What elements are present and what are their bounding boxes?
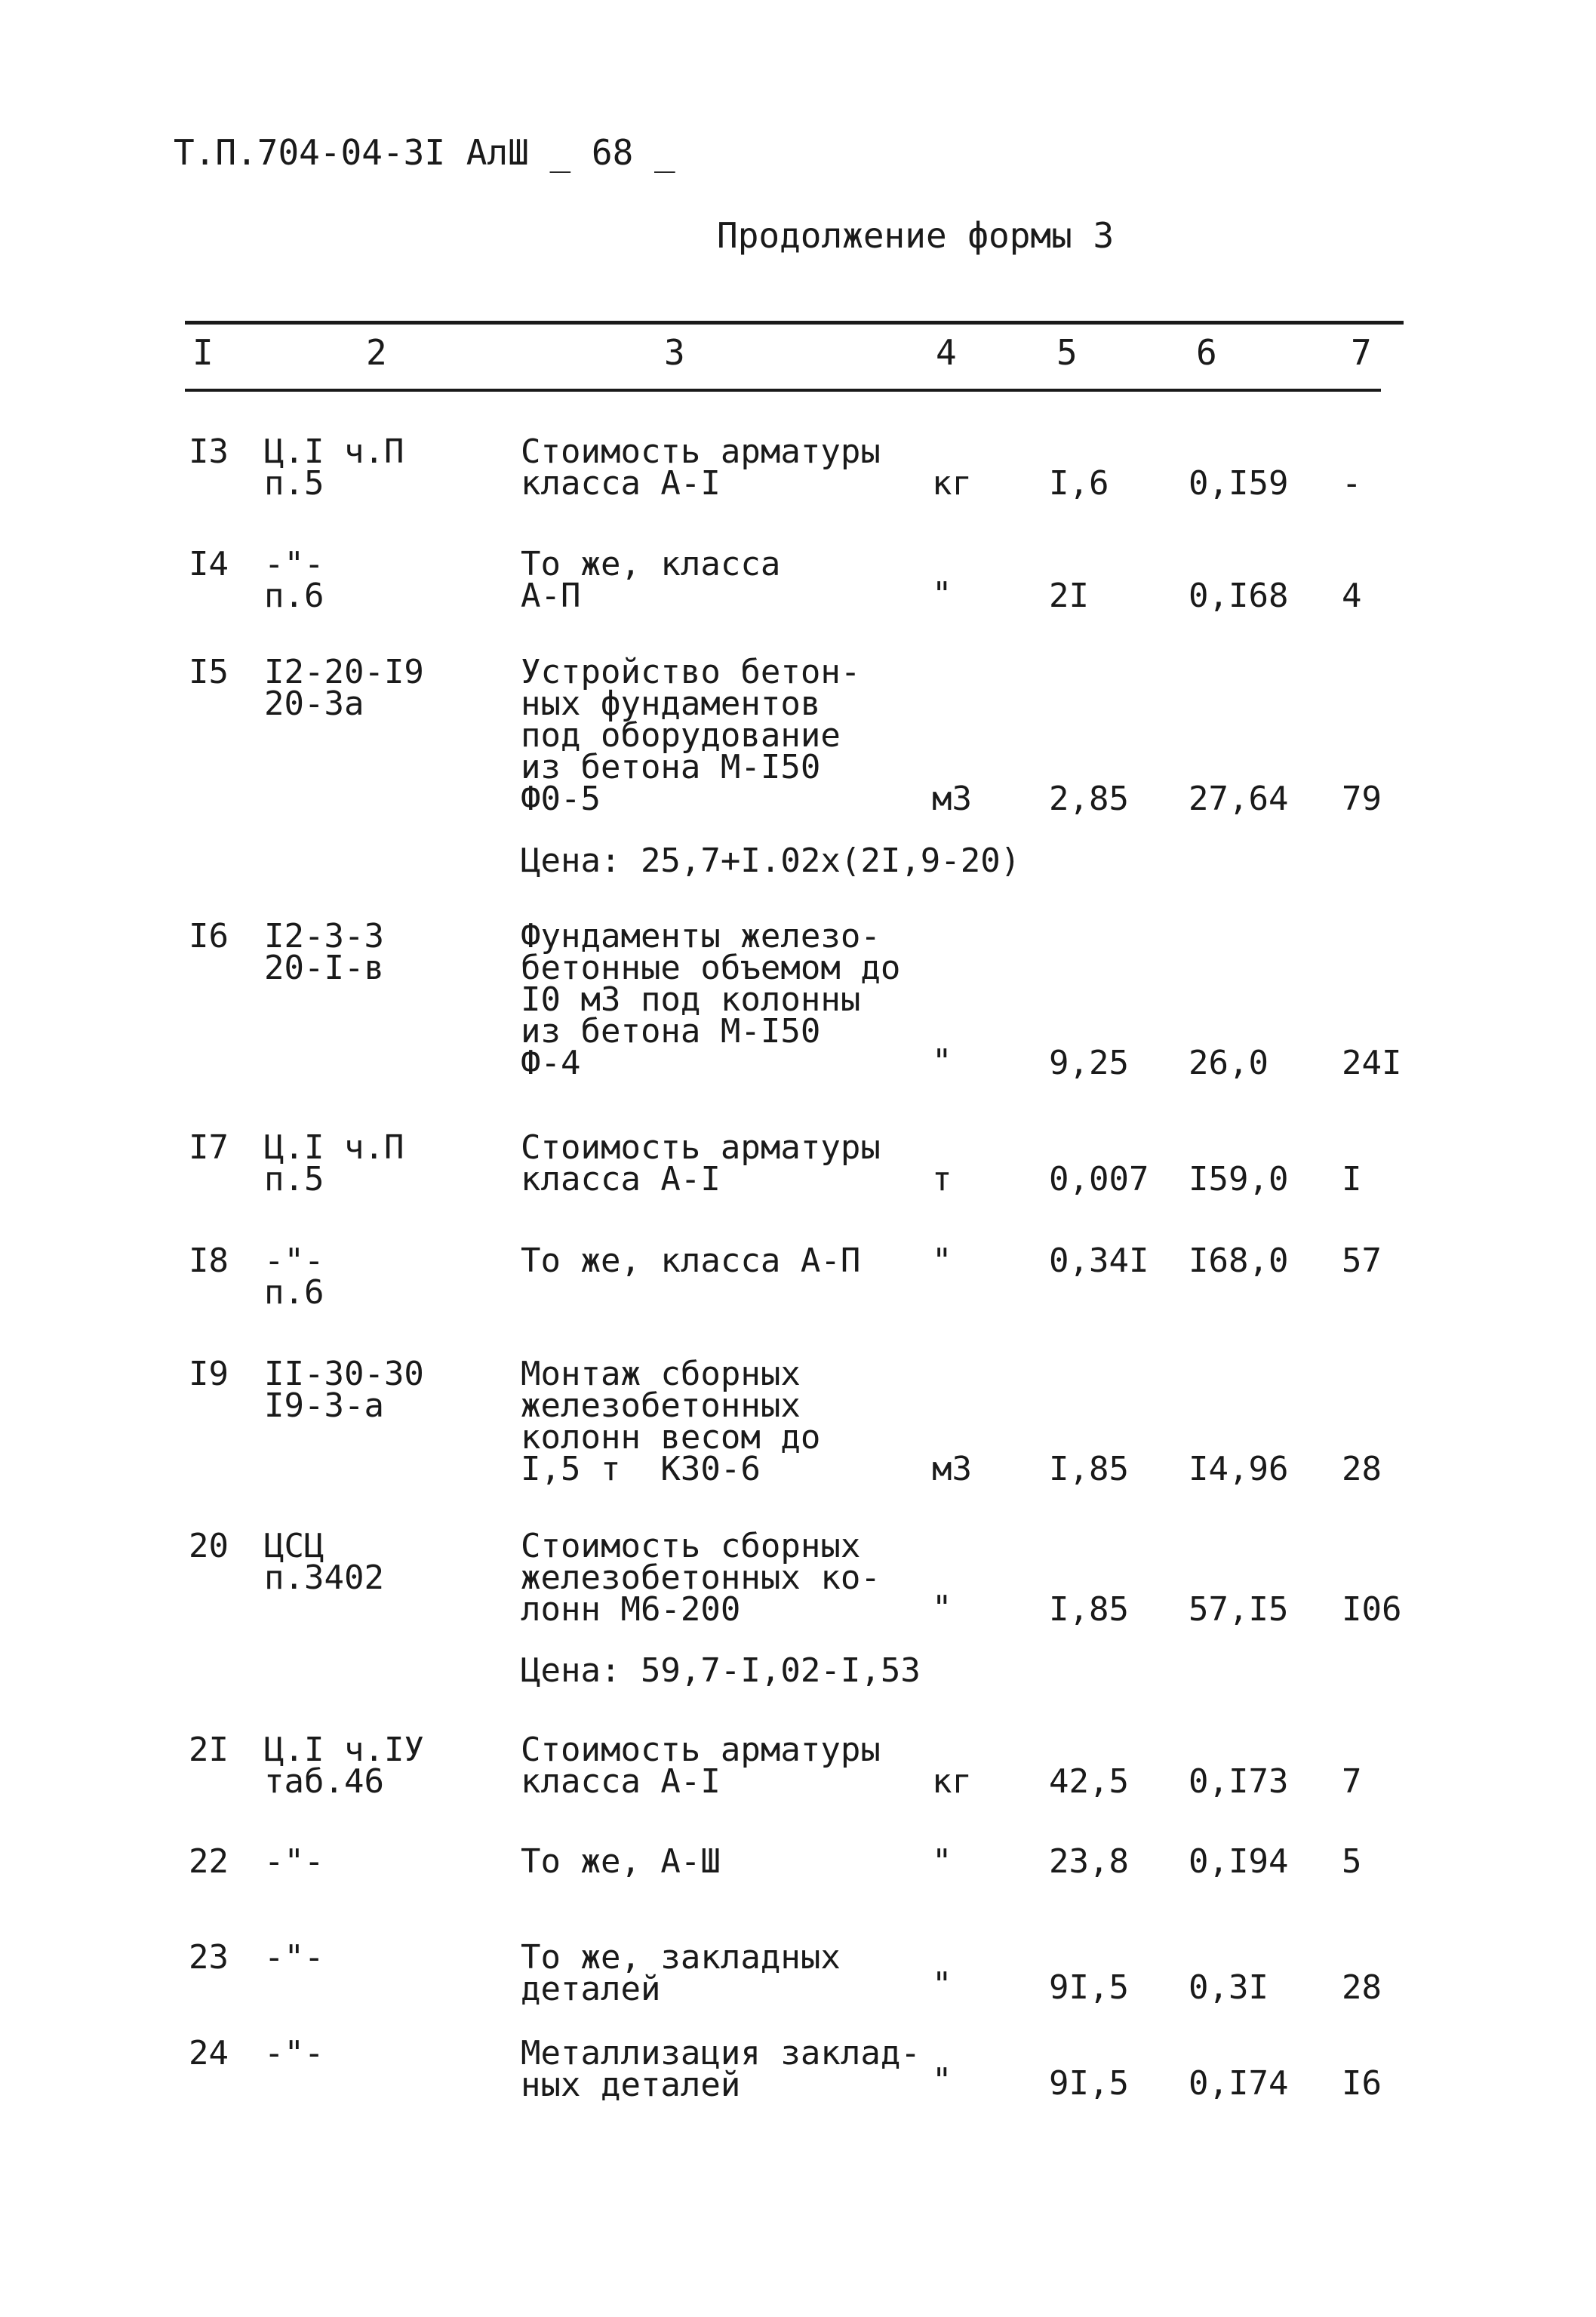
row-unit: м3 — [932, 780, 972, 818]
price-note: Цена: 59,7-I,02-I,53 — [521, 1651, 921, 1690]
column-header-5: 5 — [1056, 332, 1078, 373]
row-reference: Ц.I ч.П п.5 — [264, 432, 404, 503]
row-reference: I2-20-I9 20-3а — [264, 653, 424, 723]
row-quantity: 2,85 — [1049, 780, 1129, 818]
row-reference: -"- — [264, 2034, 324, 2072]
row-quantity: I,85 — [1049, 1450, 1129, 1488]
column-header-1: I — [192, 332, 214, 373]
row-number: 20 — [189, 1527, 229, 1565]
column-header-7: 7 — [1351, 332, 1372, 373]
row-quantity: 9I,5 — [1049, 2064, 1129, 2103]
row-unit-price: 0,I73 — [1189, 1762, 1289, 1801]
row-number: I3 — [189, 432, 229, 471]
row-unit-price: 0,I59 — [1189, 464, 1289, 503]
row-quantity: I,85 — [1049, 1590, 1129, 1629]
row-description: Стоимость сборных железобетонных ко- лонн М6-200 — [521, 1527, 881, 1629]
row-unit-price: I59,0 — [1189, 1160, 1289, 1199]
row-unit: " — [932, 1242, 952, 1280]
table-header-rule — [185, 389, 1381, 392]
row-reference: I2-3-3 20-I-в — [264, 917, 384, 987]
row-unit: " — [932, 1589, 952, 1627]
row-number: I6 — [189, 917, 229, 955]
row-quantity: 2I — [1049, 577, 1089, 615]
row-cost: 28 — [1342, 1450, 1382, 1488]
column-header-4: 4 — [936, 332, 957, 373]
row-cost: I — [1342, 1160, 1362, 1199]
row-cost: I06 — [1342, 1590, 1402, 1629]
row-number: 2I — [189, 1731, 229, 1769]
row-unit-price: 0,I94 — [1189, 1842, 1289, 1881]
row-number: 24 — [189, 2034, 229, 2072]
row-cost: I6 — [1342, 2064, 1382, 2103]
document-code: Т.П.704-04-3I АлШ _ 68 _ — [174, 132, 675, 173]
row-reference: II-30-30 I9-3-а — [264, 1355, 424, 1425]
row-quantity: 0,007 — [1049, 1160, 1149, 1199]
row-cost: - — [1342, 464, 1362, 503]
price-note: Цена: 25,7+I.02х(2I,9-20) — [521, 842, 1021, 880]
row-description: Монтаж сборных железобетонных колонн весом до I,5 т К30-6 — [521, 1355, 821, 1488]
row-cost: 28 — [1342, 1968, 1382, 2007]
row-quantity: 9I,5 — [1049, 1968, 1129, 2007]
column-header-2: 2 — [366, 332, 387, 373]
row-reference: -"- п.6 — [264, 545, 324, 615]
row-unit: " — [932, 1042, 952, 1081]
row-unit-price: 57,I5 — [1189, 1590, 1289, 1629]
row-unit: " — [932, 1842, 952, 1881]
row-unit-price: 26,0 — [1189, 1044, 1268, 1082]
row-reference: -"- — [264, 1842, 324, 1881]
form-title: Продолжение формы 3 — [717, 215, 1115, 256]
row-number: I5 — [189, 653, 229, 691]
row-cost: 4 — [1342, 577, 1362, 615]
row-unit: " — [932, 1965, 952, 2004]
row-unit-price: I4,96 — [1189, 1450, 1289, 1488]
row-number: I9 — [189, 1355, 229, 1393]
row-quantity: 0,34I — [1049, 1242, 1149, 1280]
row-description: Устройство бетон- ных фундаментов под оборудование из бетона М-I50 Ф0-5 — [521, 653, 861, 818]
row-quantity: I,6 — [1049, 464, 1109, 503]
row-unit: " — [932, 575, 952, 614]
row-unit-price: I68,0 — [1189, 1242, 1289, 1280]
row-unit-price: 0,I68 — [1189, 577, 1289, 615]
row-description: Металлизация заклад- ных деталей — [521, 2034, 921, 2104]
row-cost: 79 — [1342, 780, 1382, 818]
row-number: I4 — [189, 545, 229, 583]
row-description: То же, закладных деталей — [521, 1938, 841, 2008]
row-description: Стоимость арматуры класса А-I — [521, 1731, 881, 1801]
column-header-6: 6 — [1196, 332, 1217, 373]
row-quantity: 9,25 — [1049, 1044, 1129, 1082]
row-unit-price: 0,3I — [1189, 1968, 1268, 2007]
row-number: 22 — [189, 1842, 229, 1881]
row-reference: ЦСЦ п.3402 — [264, 1527, 384, 1597]
row-reference: Ц.I ч.IУ таб.46 — [264, 1731, 424, 1801]
row-description: Стоимость арматуры класса А-I — [521, 1128, 881, 1199]
row-number: I8 — [189, 1242, 229, 1280]
row-reference: -"- — [264, 1938, 324, 1977]
row-description: Стоимость арматуры класса А-I — [521, 432, 881, 503]
row-unit: т — [932, 1160, 952, 1199]
row-unit: кг — [932, 1762, 972, 1801]
row-cost: 7 — [1342, 1762, 1362, 1801]
row-description: Фундаменты железо- бетонные объемом до I0 м3 под колонны из бетона М-I50 Ф-4 — [521, 917, 901, 1082]
row-cost: 5 — [1342, 1842, 1362, 1881]
table-top-rule — [185, 321, 1404, 325]
row-quantity: 23,8 — [1049, 1842, 1129, 1881]
row-description: То же, класса А-П — [521, 545, 781, 615]
row-cost: 57 — [1342, 1242, 1382, 1280]
row-description: То же, А-Ш — [521, 1842, 721, 1881]
row-unit-price: 27,64 — [1189, 780, 1289, 818]
row-unit-price: 0,I74 — [1189, 2064, 1289, 2103]
row-reference: -"- п.6 — [264, 1242, 324, 1312]
row-reference: Ц.I ч.П п.5 — [264, 1128, 404, 1199]
row-cost: 24I — [1342, 1044, 1402, 1082]
row-number: 23 — [189, 1938, 229, 1977]
row-unit: м3 — [932, 1450, 972, 1488]
row-unit: " — [932, 2061, 952, 2100]
row-number: I7 — [189, 1128, 229, 1167]
row-description: То же, класса А-П — [521, 1242, 861, 1280]
row-quantity: 42,5 — [1049, 1762, 1129, 1801]
row-unit: кг — [932, 464, 972, 503]
column-header-3: 3 — [664, 332, 685, 373]
